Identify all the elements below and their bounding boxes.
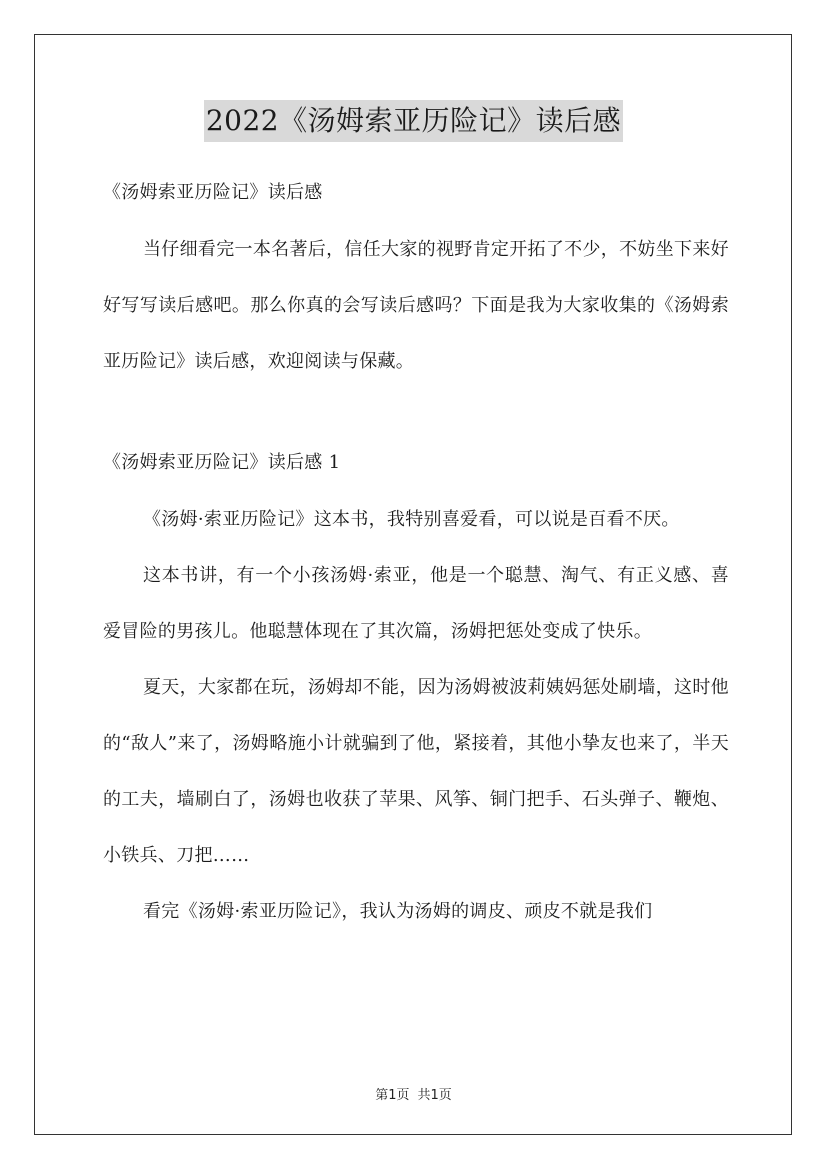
document-title: 2022《汤姆索亚历险记》读后感 [204,100,623,142]
document-body [103,178,729,940]
body-paragraph: 看完《汤姆·索亚历险记》，我认为汤姆的调皮、顽皮不就是我们 [143,901,653,922]
body-paragraph: 《汤姆·索亚历险记》这本书，我特别喜爱看，可以说是百看不厌。 [143,509,680,530]
section-heading: 《汤姆索亚历险记》读后感 1 [103,452,341,473]
body-paragraph: 这本书讲，有一个小孩汤姆·索亚，他是一个聪慧、淘气、有正义感、喜爱冒险的男孩儿。他聪慧体现在了其次篇，汤姆把惩处变成了快乐。 [103,565,729,642]
page-number-current: 第1页 [375,1088,410,1103]
body-paragraph: 夏天，大家都在玩，汤姆却不能，因为汤姆被波莉姨妈惩处刷墙，这时他的“敌人”来了，汤姆略施小计就骗到了他，紧接着，其他小挚友也来了，半天的工夫，墙刷白了，汤姆也收获了苹果、风筝、铜门把手、石头弹子、鞭炮、小铁兵、刀把…… [103,677,729,866]
page-footer [0,1084,827,1103]
page-number-total: 共1页 [417,1088,452,1103]
intro-paragraph: 当仔细看完一本名著后，信任大家的视野肯定开拓了不少，不妨坐下来好好写写读后感吧。那么你真的会写读后感吗？下面是我为大家收集的《汤姆索亚历险记》读后感，欢迎阅读与保藏。 [103,239,729,372]
intro-heading: 《汤姆索亚历险记》读后感 [103,182,323,203]
document-title-wrapper [0,100,827,142]
